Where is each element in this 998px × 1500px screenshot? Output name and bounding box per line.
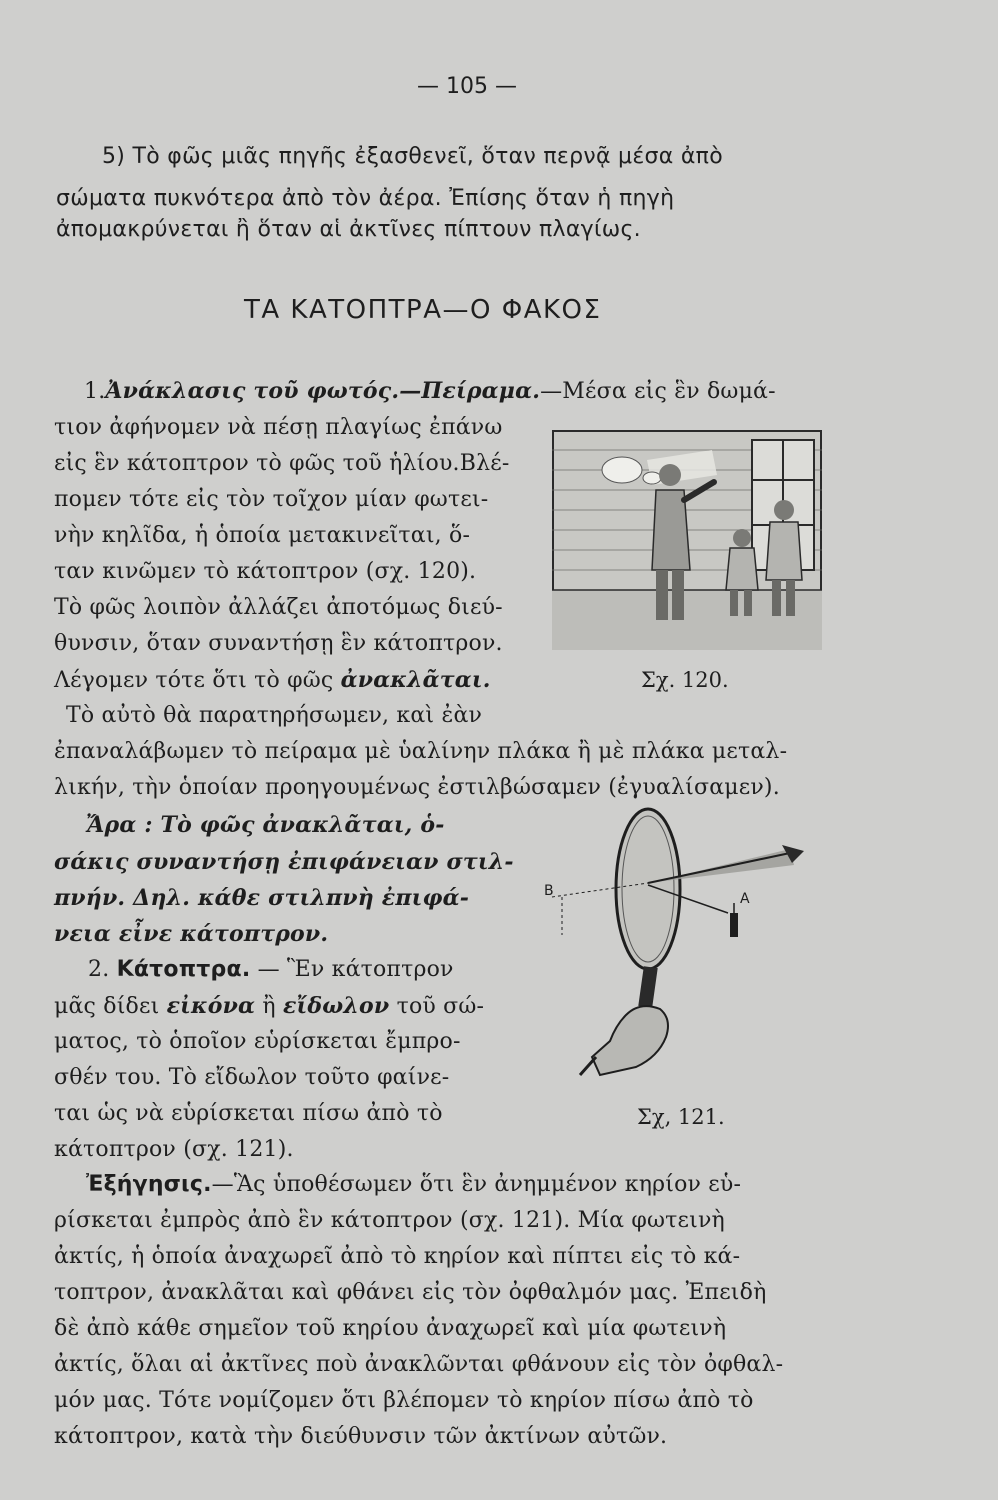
explanation-line: δὲ ἀπὸ κάθε σημεῖον τοῦ κηρίου ἀναχωρεῖ καὶ μία φωτεινὴ <box>54 1316 727 1341</box>
idol-term: εἴδωλον <box>282 993 390 1019</box>
conclusion-line-1-rest: : Τὸ φῶς ἀνακλᾶται, ὁ- <box>136 812 445 838</box>
mirrors-line-4: σθέν του. Τὸ εἴδωλον τοῦτο φαίνε- <box>54 1065 450 1090</box>
conclusion-line-2: σάκις συναντήσῃ ἐπιφάνειαν στιλ- <box>54 849 514 875</box>
explanation-line: τοπτρον, ἀνακλᾶται καὶ φθάνει εἰς τὸν ὀφθαλμόν μας. Ἐπειδὴ <box>54 1280 767 1305</box>
intro-line-3: ἀπομακρύνεται ἢ ὅταν αἱ ἀκτῖνες πίπτουν πλαγίως. <box>56 217 641 242</box>
reflection-full-line-1: ἐπαναλάβωμεν τὸ πείραμα μὲ ὑαλίνην πλάκα ἢ μὲ πλάκα μεταλ- <box>54 739 788 764</box>
experiment-label: —Πείραμα. <box>399 378 541 404</box>
explanation-line: μόν μας. Τότε νομίζομεν ὅτι βλέπομεν τὸ κηρίον πίσω ἀπὸ τὸ <box>54 1388 754 1413</box>
mirrors-title: Κάτοπτρα. <box>116 957 251 982</box>
reflection-line: τιον ἀφήνομεν νὰ πέσῃ πλαγίως ἐπάνω <box>54 415 503 440</box>
reflection-heading-line <box>84 378 776 404</box>
label-b: Β <box>544 883 554 899</box>
explanation-line: κάτοπτρον, κατὰ τὴν διεύθυνσιν τῶν ἀκτίνων αὐτῶν. <box>54 1424 668 1449</box>
mirrors-line-1-rest: — Ἓν κάτοπτρον <box>250 957 454 982</box>
section-title: ΤΑ ΚΑΤΟΠΤΡΑ—Ο ΦΑΚΟΣ <box>244 295 602 325</box>
intro-line-1: 5) Τὸ φῶς μιᾶς πηγῆς ἐξασθενεῖ, ὅταν περνᾷ μέσα ἀπὸ <box>102 144 723 169</box>
explanation-title: Ἐξήγησις. <box>86 1172 212 1197</box>
reflection-line-1-rest: —Μέσα εἰς ἓν δωμά- <box>540 379 776 404</box>
reflection-line: πομεν τότε εἰς τὸν τοῖχον μίαν φωτει- <box>54 487 489 512</box>
conclusion-line-4: νεια εἶνε κάτοπτρον. <box>54 921 329 947</box>
section-number: 1. <box>84 379 106 404</box>
intro-line-2: σώματα πυκνότερα ἀπὸ τὸν ἀέρα. Ἐπίσης ὅταν ἡ πηγὴ <box>56 186 675 211</box>
image-term: εἰκόνα <box>166 993 256 1019</box>
reflection-line: θυνσιν, ὅταν συναντήσῃ ἓν κάτοπτρον. <box>54 631 503 656</box>
mirrors-line-2 <box>54 993 484 1019</box>
reflection-say-line <box>54 667 491 693</box>
reflection-line: νὴν κηλῖδα, ἡ ὁποία μετακινεῖται, ὅ- <box>54 523 471 548</box>
mirrors-text: ἢ <box>255 994 283 1019</box>
figure-120-illustration <box>552 430 822 650</box>
mirrors-heading-line <box>88 957 454 982</box>
conclusion-line-3: πνήν. Δηλ. κάθε στιλπνὴ ἐπιφά- <box>54 885 470 911</box>
figure-120-caption: Σχ. 120. <box>641 668 729 692</box>
explanation-line: ἀκτίς, ἡ ὁποία ἀναχωρεῖ ἀπὸ τὸ κηρίον καὶ πίπτει εἰς τὸ κά- <box>54 1244 741 1269</box>
section-number: 2. <box>88 957 110 982</box>
reflection-line: εἰς ἓν κάτοπτρον τὸ φῶς τοῦ ἡλίου.Βλέ- <box>54 451 510 476</box>
explanation-line-1 <box>86 1172 741 1197</box>
explanation-line: ρίσκεται ἐμπρὸς ἀπὸ ἓν κάτοπτρον (σχ. 121). Μία φωτεινὴ <box>54 1208 725 1233</box>
reflection-same-line: Τὸ αὐτὸ θὰ παρατηρήσωμεν, καὶ ἐὰν <box>66 703 483 728</box>
reflection-line: ταν κινῶμεν τὸ κάτοπτρον (σχ. 120). <box>54 559 477 584</box>
page-number: — 105 — <box>417 74 517 99</box>
reflection-line: Τὸ φῶς λοιπὸν ἀλλάζει ἀποτόμως διεύ- <box>54 595 503 620</box>
therefore-label: Ἄρα <box>86 812 137 838</box>
reflection-full-line-2: λικήν, τὴν ὁποίαν προηγουμένως ἐστιλβώσαμεν (ἐγυαλίσαμεν). <box>54 775 780 800</box>
label-a: Α <box>740 891 750 907</box>
explanation-line-1-rest: —Ἃς ὑποθέσωμεν ὅτι ἓν ἀνημμένον κηρίον εὑ- <box>211 1172 742 1197</box>
mirrors-text: τοῦ σώ- <box>389 994 485 1019</box>
conclusion-line-1 <box>86 812 445 838</box>
mirrors-line-3: ματος, τὸ ὁποῖον εὑρίσκεται ἔμπρο- <box>54 1029 461 1054</box>
reflects-term: ἀνακλᾶται. <box>340 667 491 693</box>
mirrors-text: μᾶς δίδει <box>54 994 167 1019</box>
mirrors-line-6: κάτοπτρον (σχ. 121). <box>54 1137 294 1162</box>
reflection-title: Ἀνάκλασις τοῦ φωτός. <box>105 378 400 404</box>
say-prefix: Λέγομεν τότε ὅτι τὸ φῶς <box>54 668 341 693</box>
explanation-line: ἀκτίς, ὅλαι αἱ ἀκτῖνες ποὺ ἀνακλῶνται φθάνουν εἰς τὸν ὀφθαλ- <box>54 1352 784 1377</box>
figure-121-illustration <box>540 805 820 1085</box>
figure-121-caption: Σχ, 121. <box>637 1105 725 1129</box>
mirrors-line-5: ται ὡς νὰ εὑρίσκεται πίσω ἀπὸ τὸ <box>54 1101 443 1126</box>
